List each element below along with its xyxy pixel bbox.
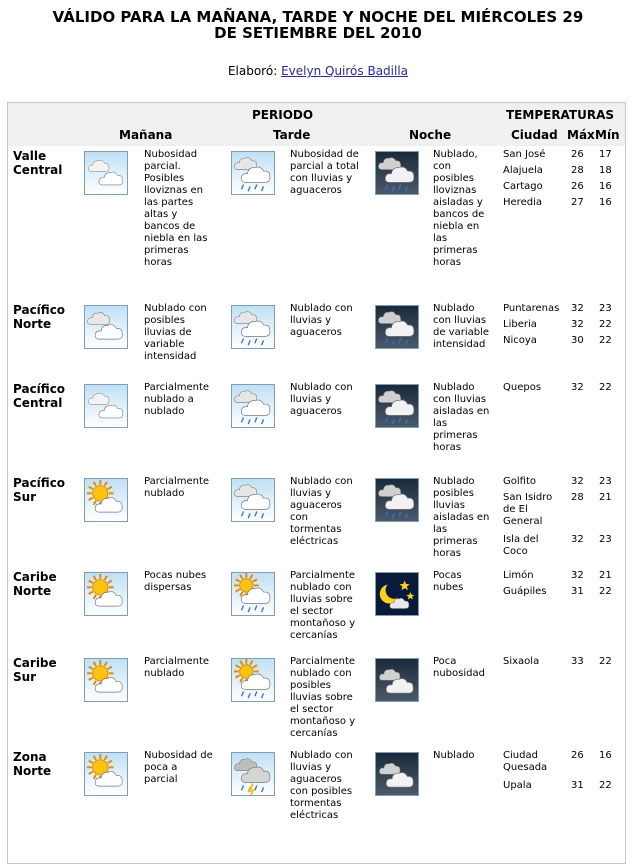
forecast-manana-text: Nubosidad parcial. Posibles lloviznas en las partes altas y bancos de niebla en las primeras horas	[144, 149, 208, 268]
city-name: Ciudad Quesada	[503, 750, 548, 773]
city-min-temp: 18	[599, 165, 612, 176]
city-min-temp: 22	[599, 656, 612, 667]
region-name-line-1: Caribe	[13, 656, 57, 670]
city-name: San José	[503, 149, 546, 160]
city-min-temp: 22	[599, 586, 612, 597]
city-name: Puntarenas	[503, 303, 560, 314]
city-max-temp: 32	[571, 319, 584, 330]
sun-cloud-icon	[84, 478, 128, 522]
forecast-tarde-text: Parcialmente nublado con posibles lluvias sobre el sector montañoso y cercanías	[290, 656, 356, 739]
region-name-line-2: Sur	[13, 670, 37, 684]
page-title-line-1: VÁLIDO PARA LA MAÑANA, TARDE Y NOCHE DEL MIÉRCOLES 29	[52, 8, 584, 26]
city-name: Nicoya	[503, 335, 537, 346]
forecast-noche-text: Nublado con lluvias aisladas en las primeras horas	[433, 382, 490, 453]
region-name-line-1: Zona	[13, 750, 47, 764]
night-cloud-rain-icon	[375, 305, 419, 349]
city-max-temp: 31	[571, 586, 584, 597]
region-name-line-2: Norte	[13, 317, 52, 331]
region-name-line-2: Sur	[13, 490, 37, 504]
partly-cloudy-icon	[84, 151, 128, 195]
partly-cloudy-icon	[84, 384, 128, 428]
forecast-noche-text: Nublado con lluvias de variable intensidad	[433, 303, 490, 350]
header-min: Mín	[595, 128, 620, 142]
city-min-temp: 23	[599, 303, 612, 314]
forecast-manana-text: Nubosidad de poca a parcial	[144, 750, 213, 785]
header-ciudad: Ciudad	[511, 128, 558, 142]
forecast-tarde-text: Nublado con lluvias y aguaceros	[290, 382, 353, 417]
header-noche: Noche	[409, 128, 452, 142]
forecast-tarde-text: Nubosidad de parcial a total con lluvias y aguaceros	[290, 149, 359, 196]
city-max-temp: 32	[571, 382, 584, 393]
forecast-noche-text: Poca nubosidad	[433, 656, 485, 679]
city-max-temp: 31	[571, 780, 584, 791]
cloud-rain-icon	[231, 384, 275, 428]
sun-cloud-rain-icon	[231, 658, 275, 702]
city-min-temp: 17	[599, 149, 612, 160]
sun-cloud-rain-icon	[231, 572, 275, 616]
city-max-temp: 33	[571, 656, 584, 667]
night-cloud-icon	[375, 658, 419, 702]
forecast-noche-text: Nublado posibles lluvias aisladas en las primeras horas	[433, 476, 490, 559]
forecast-noche-text: Nublado, con posibles lloviznas aisladas y bancos de niebla en las primeras horas	[433, 149, 485, 268]
city-max-temp: 32	[571, 570, 584, 581]
header-max: Máx	[567, 128, 595, 142]
page-title-line-2: DE SETIEMBRE DEL 2010	[214, 24, 422, 42]
moon-stars-icon	[375, 572, 419, 616]
region-name-line-1: Pacífico	[13, 303, 66, 317]
city-min-temp: 16	[599, 750, 612, 761]
city-min-temp: 16	[599, 197, 612, 208]
city-min-temp: 23	[599, 534, 612, 545]
night-cloud-rain-icon	[375, 478, 419, 522]
city-name: Guápiles	[503, 586, 547, 597]
city-name: Liberia	[503, 319, 537, 330]
forecast-manana-text: Nublado con posibles lluvias de variable intensidad	[144, 303, 207, 362]
forecast-manana-text: Parcialmente nublado	[144, 656, 210, 679]
city-name: Isla del Coco	[503, 534, 539, 557]
sun-cloud-icon	[84, 752, 128, 796]
cloudy-icon	[84, 305, 128, 349]
city-name: San Isidro de El General	[503, 492, 553, 527]
forecast-noche-text: Pocas nubes	[433, 570, 464, 593]
region-name-line-1: Caribe	[13, 570, 57, 584]
forecast-noche-text: Nublado	[433, 750, 475, 761]
header-tarde: Tarde	[273, 128, 311, 142]
forecast-tarde-text: Nublado con lluvias y aguaceros con posibles tormentas eléctricas	[290, 750, 353, 821]
region-name-line-2: Central	[13, 396, 63, 410]
night-cloud-rain-icon	[375, 384, 419, 428]
city-name: Alajuela	[503, 165, 543, 176]
city-min-temp: 21	[599, 570, 612, 581]
city-max-temp: 27	[571, 197, 584, 208]
night-cloud-icon	[375, 752, 419, 796]
region-name-line-2: Norte	[13, 584, 52, 598]
city-min-temp: 21	[599, 492, 612, 503]
header-manana: Mañana	[119, 128, 173, 142]
header-temperaturas: TEMPERATURAS	[506, 108, 615, 122]
city-name: Heredia	[503, 197, 542, 208]
region-name-line-1: Valle	[13, 149, 47, 163]
city-name: Golfito	[503, 476, 536, 487]
city-max-temp: 26	[571, 750, 584, 761]
cloud-rain-icon	[231, 478, 275, 522]
city-max-temp: 26	[571, 181, 584, 192]
forecast-table	[7, 102, 626, 864]
city-min-temp: 22	[599, 335, 612, 346]
city-max-temp: 30	[571, 335, 584, 346]
sun-cloud-icon	[84, 572, 128, 616]
region-name-line-2: Central	[13, 163, 63, 177]
city-max-temp: 26	[571, 149, 584, 160]
header-periodo: PERIODO	[252, 108, 314, 122]
night-cloud-rain-icon	[375, 151, 419, 195]
city-name: Cartago	[503, 181, 543, 192]
region-name-line-1: Pacífico	[13, 382, 66, 396]
city-max-temp: 32	[571, 303, 584, 314]
region-name-line-1: Pacífico	[13, 476, 66, 490]
city-min-temp: 22	[599, 319, 612, 330]
region-name-line-2: Norte	[13, 764, 52, 778]
elaboro-label: Elaboró:	[227, 64, 278, 78]
elaboro-author-link[interactable]: Evelyn Quirós Badilla	[281, 64, 409, 78]
city-name: Sixaola	[503, 656, 540, 667]
city-min-temp: 22	[599, 780, 612, 791]
forecast-manana-text: Parcialmente nublado	[144, 476, 210, 499]
thunderstorm-icon	[231, 752, 275, 796]
city-max-temp: 32	[571, 476, 584, 487]
forecast-tarde-text: Parcialmente nublado con lluvias sobre el sector montañoso y cercanías	[290, 570, 356, 641]
forecast-manana-text: Pocas nubes dispersas	[144, 570, 207, 593]
city-name: Upala	[503, 780, 532, 791]
elaboro-line	[0, 64, 636, 78]
city-min-temp: 22	[599, 382, 612, 393]
cloud-rain-icon	[231, 151, 275, 195]
city-name: Limón	[503, 570, 534, 581]
city-max-temp: 28	[571, 492, 584, 503]
city-min-temp: 16	[599, 181, 612, 192]
forecast-tarde-text: Nublado con lluvias y aguaceros con tormentas eléctricas	[290, 476, 353, 547]
city-max-temp: 28	[571, 165, 584, 176]
forecast-tarde-text: Nublado con lluvias y aguaceros	[290, 303, 353, 338]
city-name: Quepos	[503, 382, 542, 393]
city-max-temp: 32	[571, 534, 584, 545]
city-min-temp: 23	[599, 476, 612, 487]
cloud-rain-icon	[231, 305, 275, 349]
forecast-manana-text: Parcialmente nublado a nublado	[144, 382, 210, 417]
sun-cloud-icon	[84, 658, 128, 702]
